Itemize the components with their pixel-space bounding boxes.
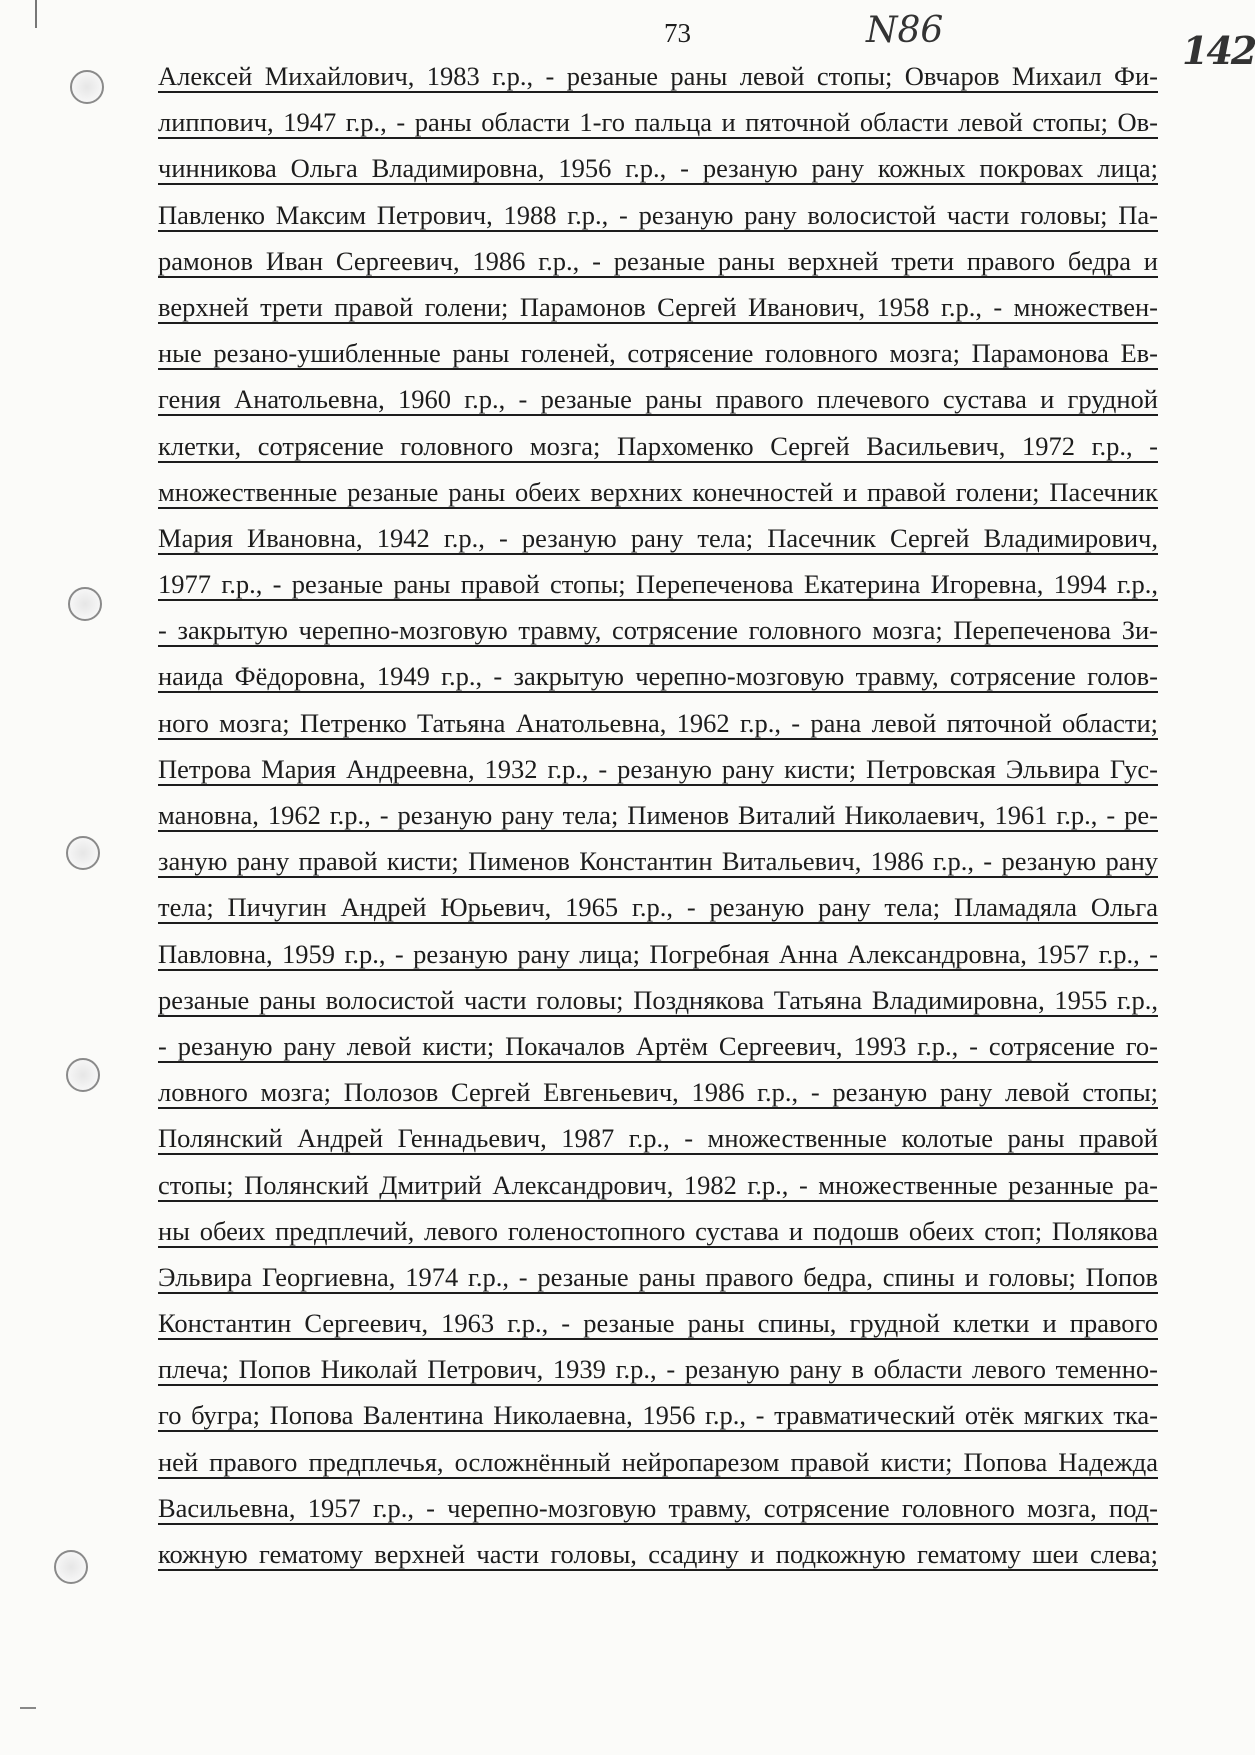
text-line: наида Фёдоровна, 1949 г.р., - закрытую черепно-мозговую травму, сотрясение голов- bbox=[158, 661, 1158, 692]
punch-hole bbox=[66, 1058, 100, 1092]
punch-hole bbox=[54, 1550, 88, 1584]
text-line: ней правого предплечья, осложнённый нейропарезом правой кисти; Попова Надежда bbox=[158, 1446, 1158, 1477]
scan-mark bbox=[20, 1707, 36, 1709]
text-line: стопы; Полянский Дмитрий Александрович, 1982 г.р., - множественные резанные ра- bbox=[158, 1169, 1158, 1200]
text-line: Константин Сергеевич, 1963 г.р., - резаные раны спины, грудной клетки и правого bbox=[158, 1308, 1158, 1339]
text-line: Мария Ивановна, 1942 г.р., - резаную рану тела; Пасечник Сергей Владимирович, bbox=[158, 522, 1158, 553]
text-line: липпович, 1947 г.р., - раны области 1-го пальца и пяточной области левой стопы; Ов- bbox=[158, 107, 1158, 138]
text-line: Алексей Михайлович, 1983 г.р., - резаные раны левой стопы; Овчаров Михаил Фи- bbox=[158, 61, 1158, 91]
text-line: резаные раны волосистой части головы; Позднякова Татьяна Владимировна, 1955 г.р., bbox=[158, 984, 1158, 1015]
text-line: ные резано-ушибленные раны голеней, сотрясение головного мозга; Парамонова Ев- bbox=[158, 338, 1158, 369]
text-line: кожную гематому верхней части головы, ссадину и подкожную гематому шеи слева; bbox=[158, 1539, 1158, 1569]
text-line: Васильевна, 1957 г.р., - черепно-мозговую травму, сотрясение головного мозга, под- bbox=[158, 1492, 1158, 1523]
text-line: гения Анатольевна, 1960 г.р., - резаные раны правого плечевого сустава и грудной bbox=[158, 384, 1158, 415]
handwritten-sheet-number: 142 bbox=[1182, 28, 1255, 73]
text-line: - резаную рану левой кисти; Покачалов Артём Сергеевич, 1993 г.р., - сотрясение го- bbox=[158, 1030, 1158, 1061]
page-number: 73 bbox=[664, 18, 691, 48]
text-line: - закрытую черепно-мозговую травму, сотрясение головного мозга; Перепеченова Зи- bbox=[158, 615, 1158, 646]
text-line: Павловна, 1959 г.р., - резаную рану лица; Погребная Анна Александровна, 1957 г.р., - bbox=[158, 938, 1158, 969]
punch-hole bbox=[66, 836, 100, 870]
text-line: Эльвира Георгиевна, 1974 г.р., - резаные раны правого бедра, спины и головы; Попов bbox=[158, 1261, 1158, 1292]
text-line: мановна, 1962 г.р., - резаную рану тела; Пименов Виталий Николаевич, 1961 г.р., - ре- bbox=[158, 800, 1158, 830]
text-line: плеча; Попов Николай Петрович, 1939 г.р., - резаную рану в области левого теменно- bbox=[158, 1354, 1158, 1385]
text-line: Павленко Максим Петрович, 1988 г.р., - резаную рану волосистой части головы; Па- bbox=[158, 199, 1158, 230]
text-line: заную рану правой кисти; Пименов Константин Витальевич, 1986 г.р., - резаную рану bbox=[158, 846, 1158, 877]
text-line: го бугра; Попова Валентина Николаевна, 1956 г.р., - травматический отёк мягких тка- bbox=[158, 1400, 1158, 1431]
punch-hole bbox=[68, 587, 102, 621]
handwritten-case-number: N86 bbox=[866, 10, 944, 51]
scan-left-border bbox=[35, 0, 37, 28]
body-text bbox=[158, 58, 1158, 1582]
text-line: ны обеих предплечий, левого голеностопного сустава и подошв обеих стоп; Полякова bbox=[158, 1215, 1158, 1246]
text-line: 1977 г.р., - резаные раны правой стопы; Перепеченова Екатерина Игоревна, 1994 г.р., bbox=[158, 569, 1158, 600]
text-line: Петрова Мария Андреевна, 1932 г.р., - резаную рану кисти; Петровская Эльвира Гус- bbox=[158, 753, 1158, 784]
punch-hole bbox=[70, 70, 104, 104]
text-line: клетки, сотрясение головного мозга; Пархоменко Сергей Васильевич, 1972 г.р., - bbox=[158, 430, 1158, 461]
text-line: ловного мозга; Полозов Сергей Евгеньевич, 1986 г.р., - резаную рану левой стопы; bbox=[158, 1077, 1158, 1108]
text-line: верхней трети правой голени; Парамонов Сергей Иванович, 1958 г.р., - множествен- bbox=[158, 291, 1158, 322]
text-line: Полянский Андрей Геннадьевич, 1987 г.р., - множественные колотые раны правой bbox=[158, 1123, 1158, 1154]
text-line: множественные резаные раны обеих верхних конечностей и правой голени; Пасечник bbox=[158, 476, 1158, 507]
text-line: тела; Пичугин Андрей Юрьевич, 1965 г.р., - резаную рану тела; Пламадяла Ольга bbox=[158, 892, 1158, 923]
text-line: ного мозга; Петренко Татьяна Анатольевна, 1962 г.р., - рана левой пяточной области; bbox=[158, 707, 1158, 738]
text-line: чинникова Ольга Владимировна, 1956 г.р., - резаную рану кожных покровах лица; bbox=[158, 153, 1158, 184]
text-line: рамонов Иван Сергеевич, 1986 г.р., - резаные раны верхней трети правого бедра и bbox=[158, 245, 1158, 276]
